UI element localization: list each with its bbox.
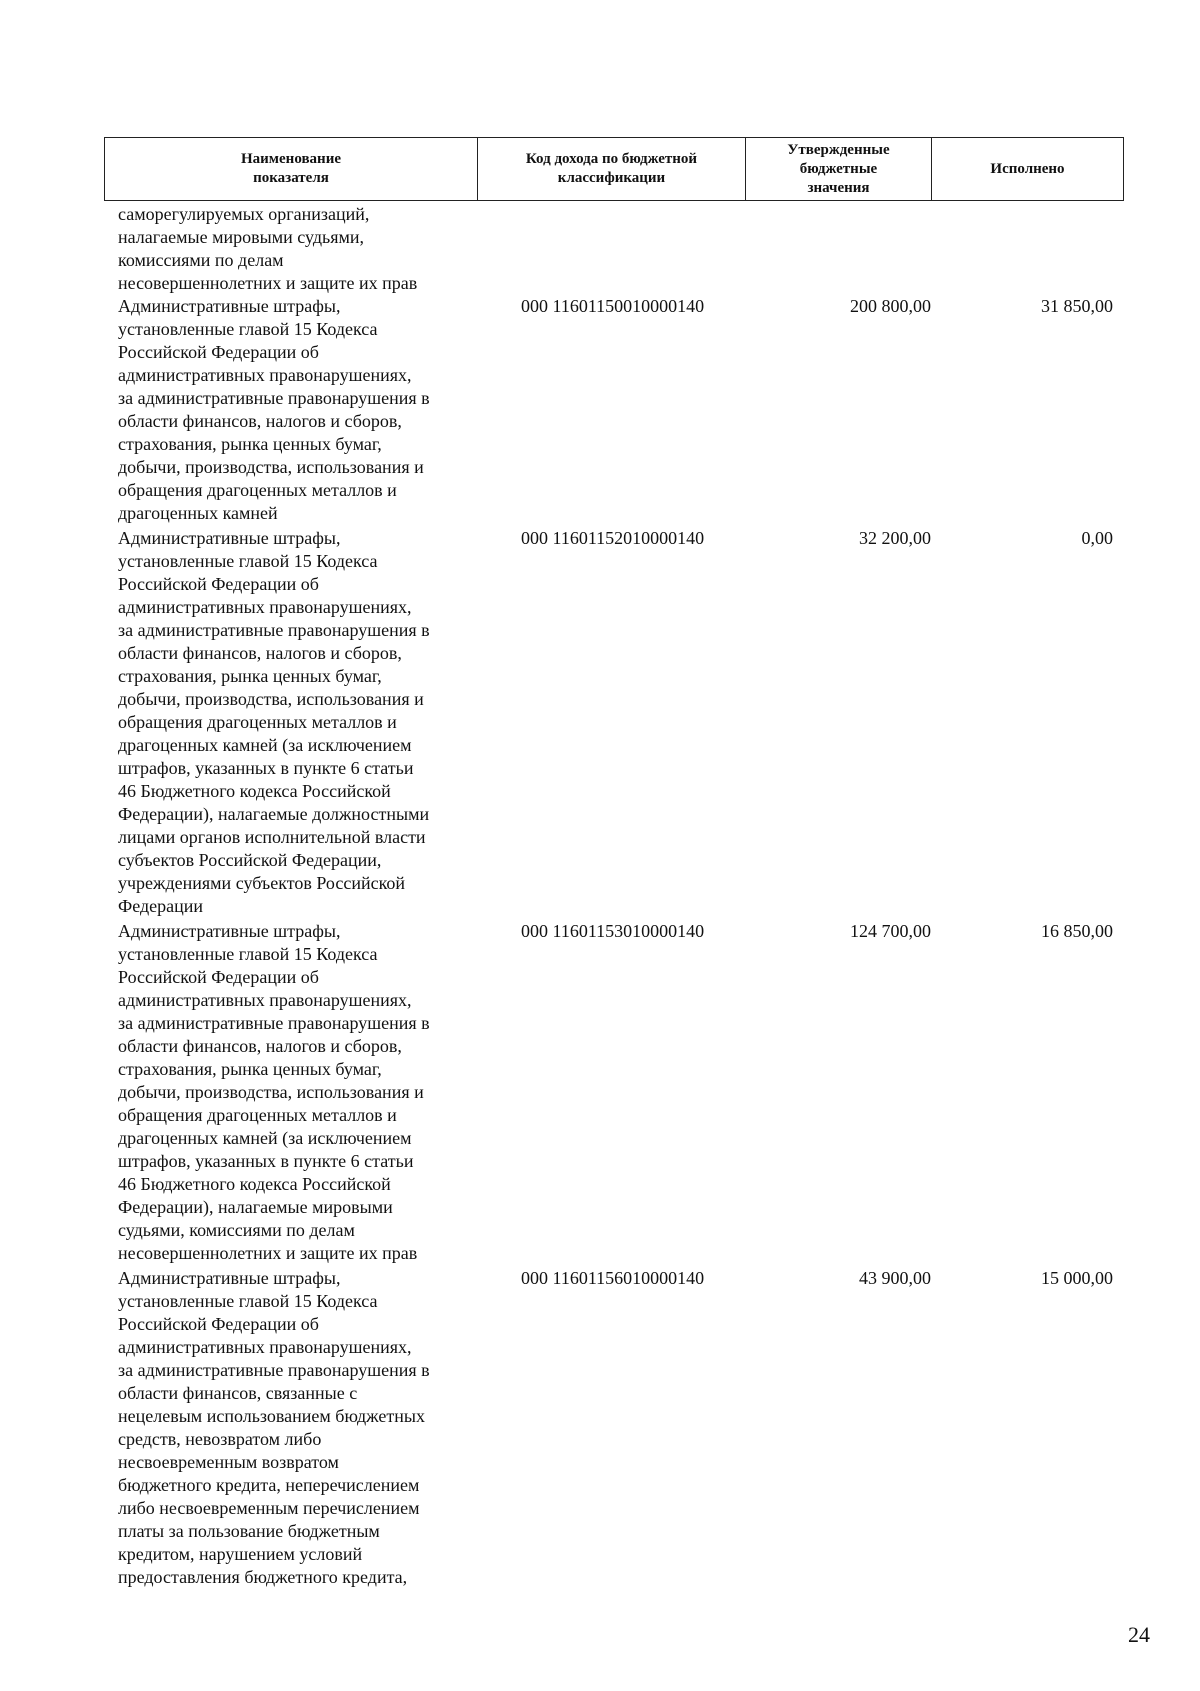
row-plan: 43 900,00 [859, 1268, 931, 1288]
header-name: Наименование показателя [105, 138, 478, 201]
continuation-text: саморегулируемых организаций, налагаемые мировыми судьями, комиссиями по делам несовершеннолетних и защите их прав [118, 204, 418, 293]
table-header [104, 137, 1124, 201]
row-plan: 32 200,00 [859, 528, 931, 548]
row-name: Административные штрафы, установленные главой 15 Кодекса Российской Федерации об административных правонарушениях, за административные правонарушения в области финансов, налогов и сборов, страхования, рынка ценных бумаг, добычи, производства, использования и обращения драгоценных металлов и драгоценных камней (за исключением штрафов, указанных в пункте 6 статьи 46 Бюджетного кодекса Российской Федерации), налагаемые мировыми судьями, комиссиями по делам несовершеннолетних и защите их прав [118, 921, 430, 1263]
row-name: Административные штрафы, установленные главой 15 Кодекса Российской Федерации об административных правонарушениях, за административные правонарушения в области финансов, налогов и сборов, страхования, рынка ценных бумаг, добычи, производства, использования и обращения драгоценных металлов и драгоценных камней [118, 296, 430, 523]
row-done: 16 850,00 [1041, 921, 1113, 941]
header-plan: Утвержденные бюджетные значения [746, 138, 932, 201]
row-code: 000 11601156010000140 [521, 1268, 705, 1288]
row-plan: 124 700,00 [850, 921, 931, 941]
page-number: 24 [1128, 1622, 1150, 1647]
row-plan: 200 800,00 [850, 296, 931, 316]
row-name: Административные штрафы, установленные главой 15 Кодекса Российской Федерации об административных правонарушениях, за административные правонарушения в области финансов, налогов и сборов, страхования, рынка ценных бумаг, добычи, производства, использования и обращения драгоценных металлов и драгоценных камней (за исключением штрафов, указанных в пункте 6 статьи 46 Бюджетного кодекса Российской Федерации), налагаемые должностными лицами органов исполнительной власти субъектов Российской Федерации, учреждениями субъектов Российской Федерации [118, 528, 430, 916]
row-name: Административные штрафы, установленные главой 15 Кодекса Российской Федерации об административных правонарушениях, за административные правонарушения в области финансов, связанные с нецелевым использованием бюджетных средств, невозвратом либо несвоевременным возвратом бюджетного кредита, неперечислением либо несвоевременным перечислением платы за пользование бюджетным кредитом, нарушением условий предоставления бюджетного кредита, [118, 1268, 430, 1587]
row-code: 000 11601152010000140 [521, 528, 705, 548]
header-done: Исполнено [932, 138, 1124, 201]
header-code: Код дохода по бюджетной классификации [478, 138, 746, 201]
row-code: 000 11601153010000140 [521, 921, 705, 941]
row-code: 000 11601150010000140 [521, 296, 705, 316]
row-done: 0,00 [1081, 528, 1113, 548]
row-done: 15 000,00 [1041, 1268, 1113, 1288]
row-done: 31 850,00 [1041, 296, 1113, 316]
